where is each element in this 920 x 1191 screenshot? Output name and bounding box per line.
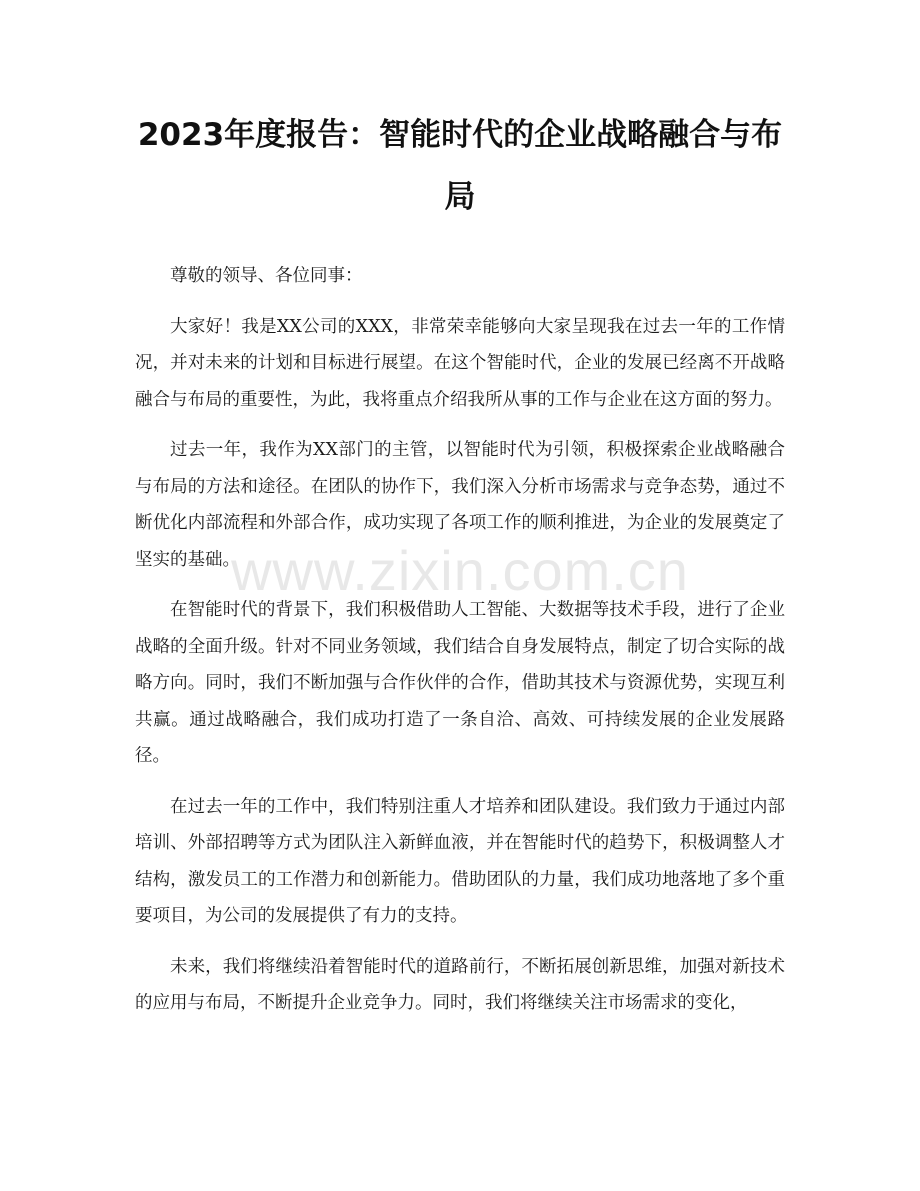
watermark: www.zixin.com.cn <box>231 539 689 602</box>
document-body <box>135 258 785 1022</box>
document-title: 2023年度报告：智能时代的企业战略融合与布局 <box>137 117 783 215</box>
paragraph-talent: 在过去一年的工作中，我们特别注重人才培养和团队建设。我们致力于通过内部培训、外部招聘等方式为团队注入新鲜血液，并在智能时代的趋势下，积极调整人才结构，激发员工的工作潜力和创新能力。借助团队的力量，我们成功地落地了多个重要项目，为公司的发展提供了有力的支持。 <box>135 796 785 926</box>
paragraph-strategy: 在智能时代的背景下，我们积极借助人工智能、大数据等技术手段，进行了企业战略的全面升级。针对不同业务领域，我们结合自身发展特点，制定了切合实际的战略方向。同时，我们不断加强与合作伙伴的合作，借助其技术与资源优势，实现互利共赢。通过战略融合，我们成功打造了一条自洽、高效、可持续发展的企业发展路径。 <box>135 600 785 766</box>
paragraph-future: 未来，我们将继续沿着智能时代的道路前行，不断拓展创新思维，加强对新技术的应用与布局，不断提升企业竞争力。同时，我们将继续关注市场需求的变化， <box>135 956 785 1013</box>
greeting: 尊敬的领导、各位同事： <box>170 266 363 286</box>
paragraph-intro: 大家好！我是XX公司的XXX，非常荣幸能够向大家呈现我在过去一年的工作情况，并对未来的计划和目标进行展望。在这个智能时代，企业的发展已经离不开战略融合与布局的重要性，为此，我将重点介绍我所从事的工作与企业在这方面的努力。 <box>135 316 785 410</box>
paragraph-past-year: 过去一年，我作为XX部门的主管，以智能时代为引领，积极探索企业战略融合与布局的方法和途径。在团队的协作下，我们深入分析市场需求与竞争态势，通过不断优化内部流程和外部合作，成功实现了各项工作的顺利推进，为企业的发展奠定了坚实的基础。 <box>135 440 785 570</box>
